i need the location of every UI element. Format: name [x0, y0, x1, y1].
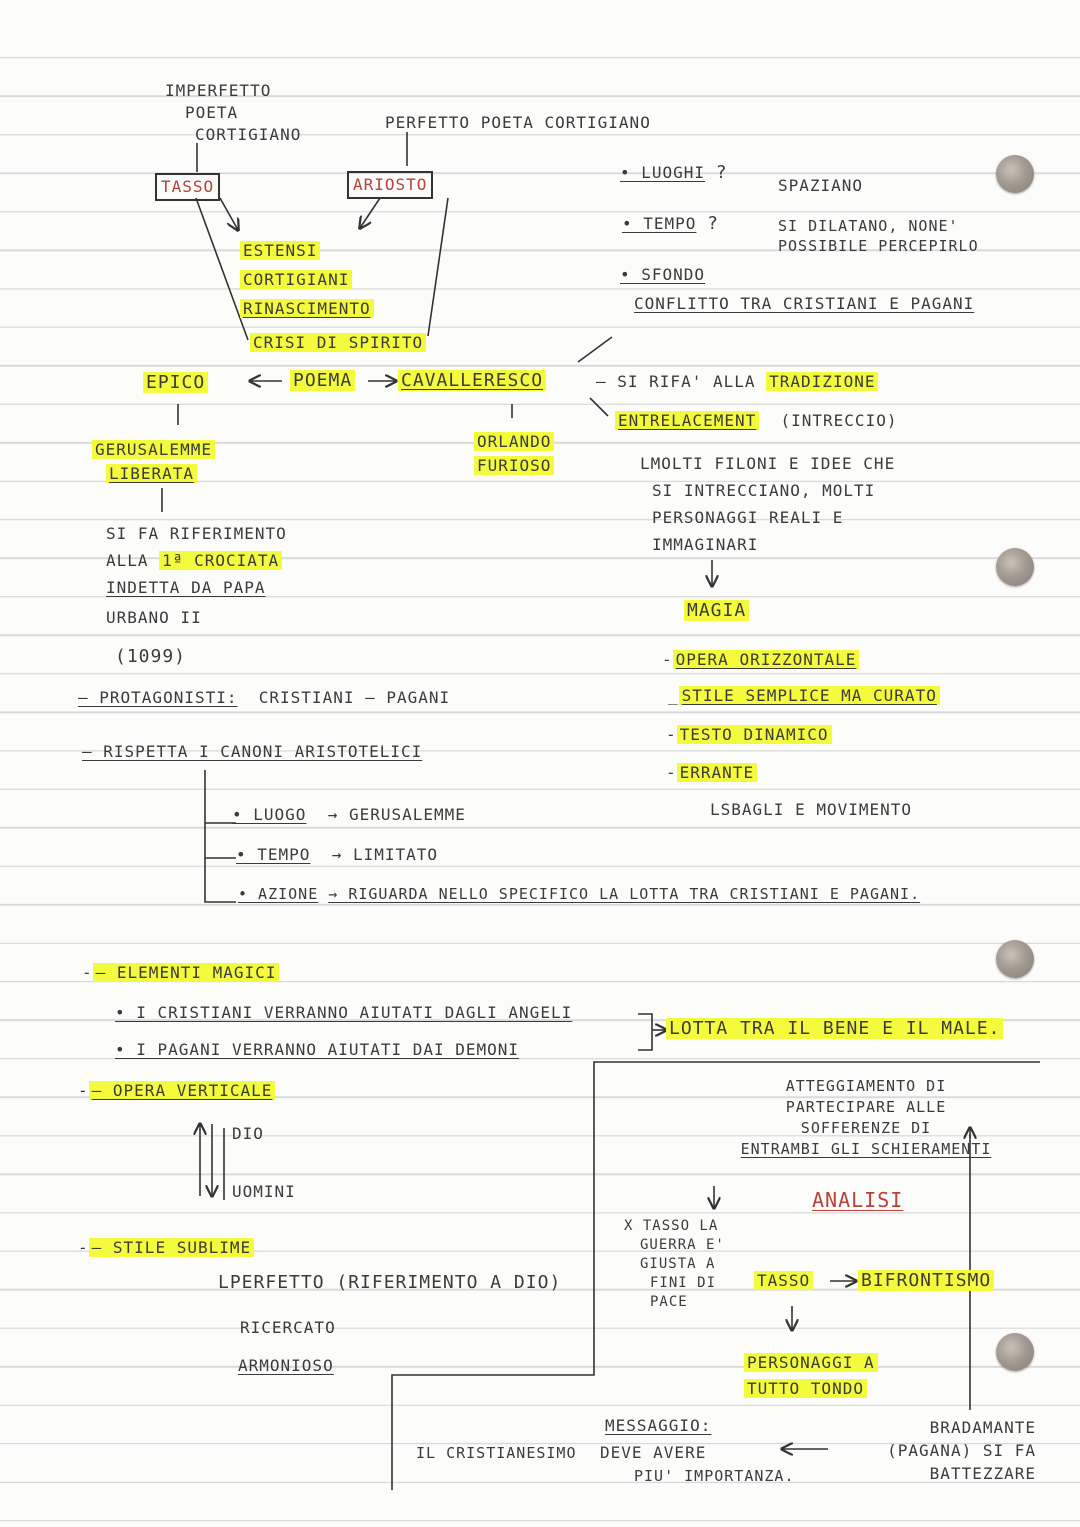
tempo-value: SI DILATANO, NONE' POSSIBILE PERCEPIRLO [778, 217, 979, 255]
anno: (1099) [115, 646, 187, 667]
dio: DIO [232, 1124, 264, 1143]
importanza: PIU' IMPORTANZA. [634, 1467, 795, 1485]
stile-semplice: _ STILE SEMPLICE MA CURATO [668, 686, 940, 706]
messaggio-title: MESSAGGIO: [605, 1416, 712, 1435]
cavalleresco: CAVALLERESCO [398, 371, 546, 391]
opera-orizzontale: - OPERA ORIZZONTALE [662, 650, 859, 670]
canoni: – RISPETTA I CANONI ARISTOTELICI [82, 742, 423, 761]
epico: EPICO [143, 373, 208, 393]
tasso-box: TASSO [155, 173, 220, 201]
sfondo: • SFONDO [620, 265, 706, 284]
riferimento: SI FA RIFERIMENTO ALLA 1ª CROCIATA INDETTA DA PAPA [106, 524, 287, 597]
elementi-magici: - – ELEMENTI MAGICI [82, 963, 279, 983]
luoghi-value: SPAZIANO [778, 176, 864, 195]
magici-item1: • I CRISTIANI VERRANNO AIUTATI DAGLI ANGELI [115, 1003, 573, 1022]
sfondo-value: CONFLITTO TRA CRISTIANI E PAGANI [634, 294, 975, 313]
bifrontismo: BIFRONTISMO [858, 1271, 994, 1291]
gerusalemme-liberata: GERUSALEMME LIBERATA [92, 438, 215, 486]
binder-hole [996, 1333, 1034, 1371]
opera-verticale: - – OPERA VERTICALE [78, 1081, 275, 1101]
binder-hole [996, 155, 1034, 193]
entrelacement: ENTRELACEMENT (INTRECCIO) [615, 411, 897, 431]
orlando-furioso: ORLANDO FURIOSO [474, 430, 554, 478]
analisi-title: ANALISI [812, 1188, 904, 1212]
personaggi-tutto-tondo: PERSONAGGI A TUTTO TONDO [744, 1350, 878, 1402]
protagonisti: – PROTAGONISTI: CRISTIANI – PAGANI [78, 688, 451, 707]
luogo: • LUOGO → GERUSALEMME [232, 805, 466, 824]
perfetto-label: PERFETTO POETA CORTIGIANO [385, 113, 651, 132]
filoni: LMOLTI FILONI E IDEE CHE SI INTRECCIANO, MOLTI PERSONAGGI REALI E IMMAGINARI [640, 454, 896, 554]
bradamante: BRADAMANTE (PAGANA) SI FA BATTEZZARE [887, 1418, 1036, 1483]
atteggiamento: ATTEGGIAMENTO DI PARTECIPARE ALLE SOFFERENZE DI ENTRAMBI GLI SCHIERAMENTI [740, 1077, 992, 1158]
center-items: ESTENSI CORTIGIANI RINASCIMENTO [240, 236, 374, 323]
errante-note: LSBAGLI E MOVIMENTO [710, 800, 913, 819]
stile-sublime: - – STILE SUBLIME [78, 1238, 254, 1258]
magici-item2: • I PAGANI VERRANNO AIUTATI DAI DEMONI [115, 1040, 520, 1059]
uomini: UOMINI [232, 1182, 296, 1201]
luoghi: • LUOGHI ? [620, 162, 728, 183]
tasso-label: TASSO [754, 1271, 813, 1291]
magia: MAGIA [684, 601, 749, 621]
cristianesimo: IL CRISTIANESIMO [416, 1444, 577, 1462]
urbano: URBANO II [106, 608, 202, 627]
ariosto-box: ARIOSTO [347, 171, 433, 199]
armonioso: ARMONIOSO [238, 1356, 334, 1375]
tempo-limitato: • TEMPO → LIMITATO [236, 845, 439, 864]
lotta-bene-male: LOTTA TRA IL BENE E IL MALE. [666, 1019, 1003, 1039]
errante: - ERRANTE [666, 763, 757, 783]
crisi-spirito: CRISI DI SPIRITO [250, 333, 426, 353]
deve-avere: DEVE AVERE [600, 1443, 707, 1462]
testo-dinamico: - TESTO DINAMICO [666, 725, 832, 745]
binder-hole [996, 940, 1034, 978]
azione: • AZIONE → RIGUARDA NELLO SPECIFICO LA LOTTA TRA CRISTIANI E PAGANI. [238, 885, 921, 903]
tradizione: – SI RIFA' ALLA TRADIZIONE [596, 372, 878, 392]
imperfetto-label: IMPERFETTO POETA CORTIGIANO [165, 81, 302, 144]
guerra-giusta: X TASSO LA GUERRA E' GIUSTA A FINI DI PACE [624, 1218, 725, 1310]
binder-hole [996, 548, 1034, 586]
perfetto-dio: LPERFETTO (RIFERIMENTO A DIO) [218, 1272, 562, 1293]
tempo-top: • TEMPO ? [622, 213, 719, 234]
ricercato: RICERCATO [240, 1318, 336, 1337]
poema: POEMA [290, 371, 355, 391]
